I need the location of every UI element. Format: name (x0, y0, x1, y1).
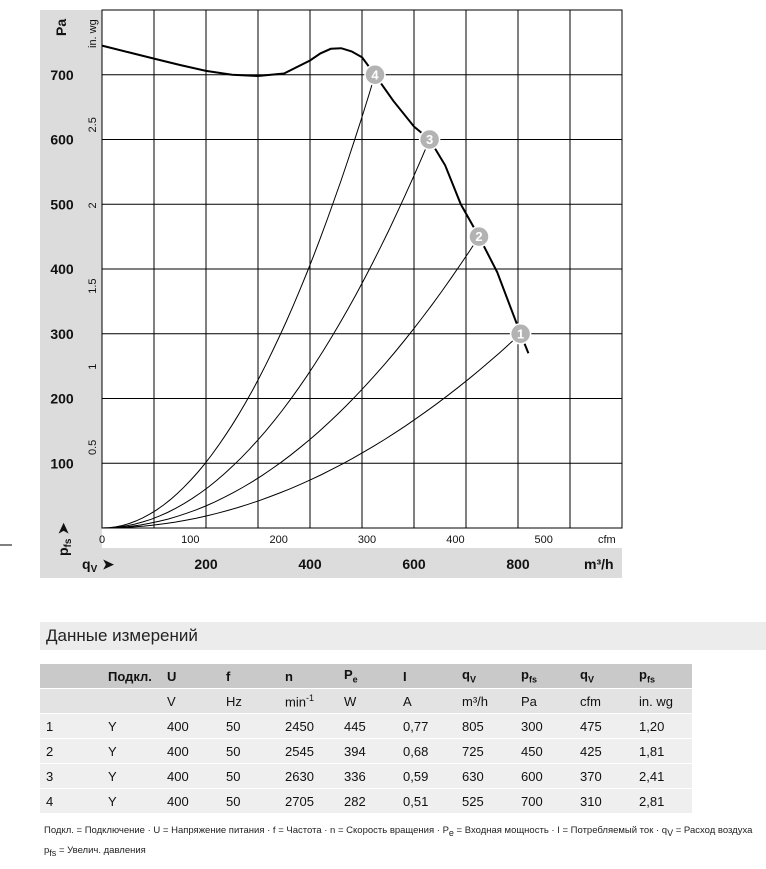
table-header-cell: U (161, 664, 220, 689)
table-header-cell: $q_V$ (574, 664, 633, 689)
x-tick-m3h: 200 (194, 556, 218, 572)
x-tick-m3h: 400 (298, 556, 322, 572)
table-cell: 400 (161, 764, 220, 789)
table-unit-cell: m³/h (456, 689, 515, 714)
table-unit-cell: A (397, 689, 456, 714)
y-tick-inwg: 1.5 (87, 278, 99, 294)
table-cell: 600 (515, 764, 574, 789)
table-cell: 2,41 (633, 764, 692, 789)
y-unit-primary: Pa (53, 18, 69, 36)
table-cell: 394 (338, 739, 397, 764)
section-title: Данные измерений (40, 622, 766, 650)
x-tick-cfm: 400 (446, 534, 465, 546)
table-cell: 2630 (279, 764, 338, 789)
y-tick-pa: 600 (50, 131, 74, 148)
table-cell: 805 (456, 714, 515, 739)
table-header-cell: n (279, 664, 338, 689)
x-tick-m3h: 600 (402, 556, 426, 572)
y-tick-inwg: 2.5 (87, 117, 99, 133)
table-header-cell (40, 664, 102, 689)
table-unit-cell: in. wg (633, 689, 692, 714)
table-header-cell: f (220, 664, 279, 689)
table-cell: 2450 (279, 714, 338, 739)
x-unit-secondary: cfm (598, 534, 616, 546)
y-tick-pa: 100 (50, 455, 74, 472)
table-cell: 400 (161, 789, 220, 814)
table-cell: 300 (515, 714, 574, 739)
measurement-table (40, 664, 692, 814)
table-cell: 700 (515, 789, 574, 814)
table-cell: 2,81 (633, 789, 692, 814)
table-cell: 475 (574, 714, 633, 739)
table-cell: Y (102, 739, 161, 764)
y-tick-pa: 400 (50, 261, 74, 277)
y-axis-symbol: $p_{fs}➤$ (55, 522, 74, 556)
y-tick-inwg: 2 (87, 202, 99, 209)
table-cell: 50 (220, 714, 279, 739)
table-cell: 3 (40, 764, 102, 789)
x-tick-cfm: 0 (98, 534, 106, 546)
table-unit-cell: cfm (574, 689, 633, 714)
x-tick-m3h: 800 (506, 556, 530, 572)
marker-4-label: 4 (371, 67, 379, 83)
table-header-cell: $P_e$ (338, 664, 397, 689)
x-tick-cfm: 500 (534, 534, 553, 546)
table-row (40, 739, 692, 764)
table-cell: 50 (220, 739, 279, 764)
table-unit-cell (40, 689, 102, 714)
table-cell: Y (102, 789, 161, 814)
table-cell: 1,81 (633, 739, 692, 764)
table-cell: 400 (161, 739, 220, 764)
y-tick-pa: 500 (50, 196, 74, 213)
table-cell: 450 (515, 739, 574, 764)
table-cell: 0,51 (397, 789, 456, 814)
marker-3-label: 3 (425, 132, 434, 147)
table-cell: 1,20 (633, 714, 692, 739)
table-cell: 282 (338, 789, 397, 814)
y-unit-secondary: in. wg (87, 19, 99, 48)
table-cell: 336 (338, 764, 397, 789)
y-tick-inwg: 1 (87, 363, 99, 370)
x-tick-labels-cfm (99, 534, 553, 546)
y-tick-pa: 200 (50, 390, 74, 407)
marker-1-label: 1 (516, 326, 525, 342)
table-cell: 400 (161, 714, 220, 739)
table-header-cell: $p_{fs}$ (515, 664, 574, 689)
y-tick-inwg: 0.5 (87, 439, 99, 456)
table-cell: 2 (40, 739, 102, 764)
table-unit-cell: $\min^{-1}$ (279, 689, 338, 714)
table-cell: 525 (456, 789, 515, 814)
table-cell: 2705 (279, 789, 338, 814)
table-cell: 0,59 (397, 764, 456, 789)
x-axis-band (40, 548, 622, 578)
table-unit-cell: Hz (220, 689, 279, 714)
table-row (40, 789, 692, 814)
table-unit-cell: W (338, 689, 397, 714)
table-unit-cell (102, 689, 161, 714)
table-cell: 310 (574, 789, 633, 814)
x-axis-symbol: $q_V$ ➤ (82, 556, 114, 575)
x-tick-cfm: 300 (357, 534, 377, 546)
table-cell: Y (102, 764, 161, 789)
table-unit-cell: Pa (515, 689, 574, 714)
y-tick-pa: 300 (50, 325, 74, 342)
table-unit-cell: V (161, 689, 220, 714)
table-cell: 4 (40, 789, 102, 814)
table-cell: 0,68 (397, 739, 456, 764)
table-cell: 0,77 (397, 714, 456, 739)
table-cell: 370 (574, 764, 633, 789)
marker-2-label: 2 (475, 229, 483, 245)
table-row (40, 764, 692, 789)
table-cell: Y (102, 714, 161, 739)
table-cell: 425 (574, 739, 633, 764)
table-cell: 445 (338, 714, 397, 739)
table-cell: 1 (40, 714, 102, 739)
table-header-cell: $q_V$ (456, 664, 515, 689)
table-header-cell: $p_{fs}$ (633, 664, 692, 689)
x-tick-cfm: 100 (181, 534, 200, 546)
table-row (40, 714, 692, 739)
table-cell: 725 (456, 739, 515, 764)
x-tick-cfm: 200 (269, 534, 288, 546)
footnote: Подкл. = Подключение · U = Напряжение питания · f = Частота · n = Скорость вращения · $P_e$ = Входная мощность · I = Потребляемый ток · $q_V$ = Расход воздуха $p_{fs}$ = Увелич. давления (44, 825, 753, 858)
table-cell: 630 (456, 764, 515, 789)
y-tick-pa: 700 (50, 66, 74, 83)
x-unit-primary: m³/h (584, 556, 614, 572)
table-cell: 50 (220, 789, 279, 814)
table-cell: 50 (220, 764, 279, 789)
table-header-cell: Подкл. (102, 664, 161, 689)
table-header-cell: I (397, 664, 456, 689)
table-cell: 2545 (279, 739, 338, 764)
